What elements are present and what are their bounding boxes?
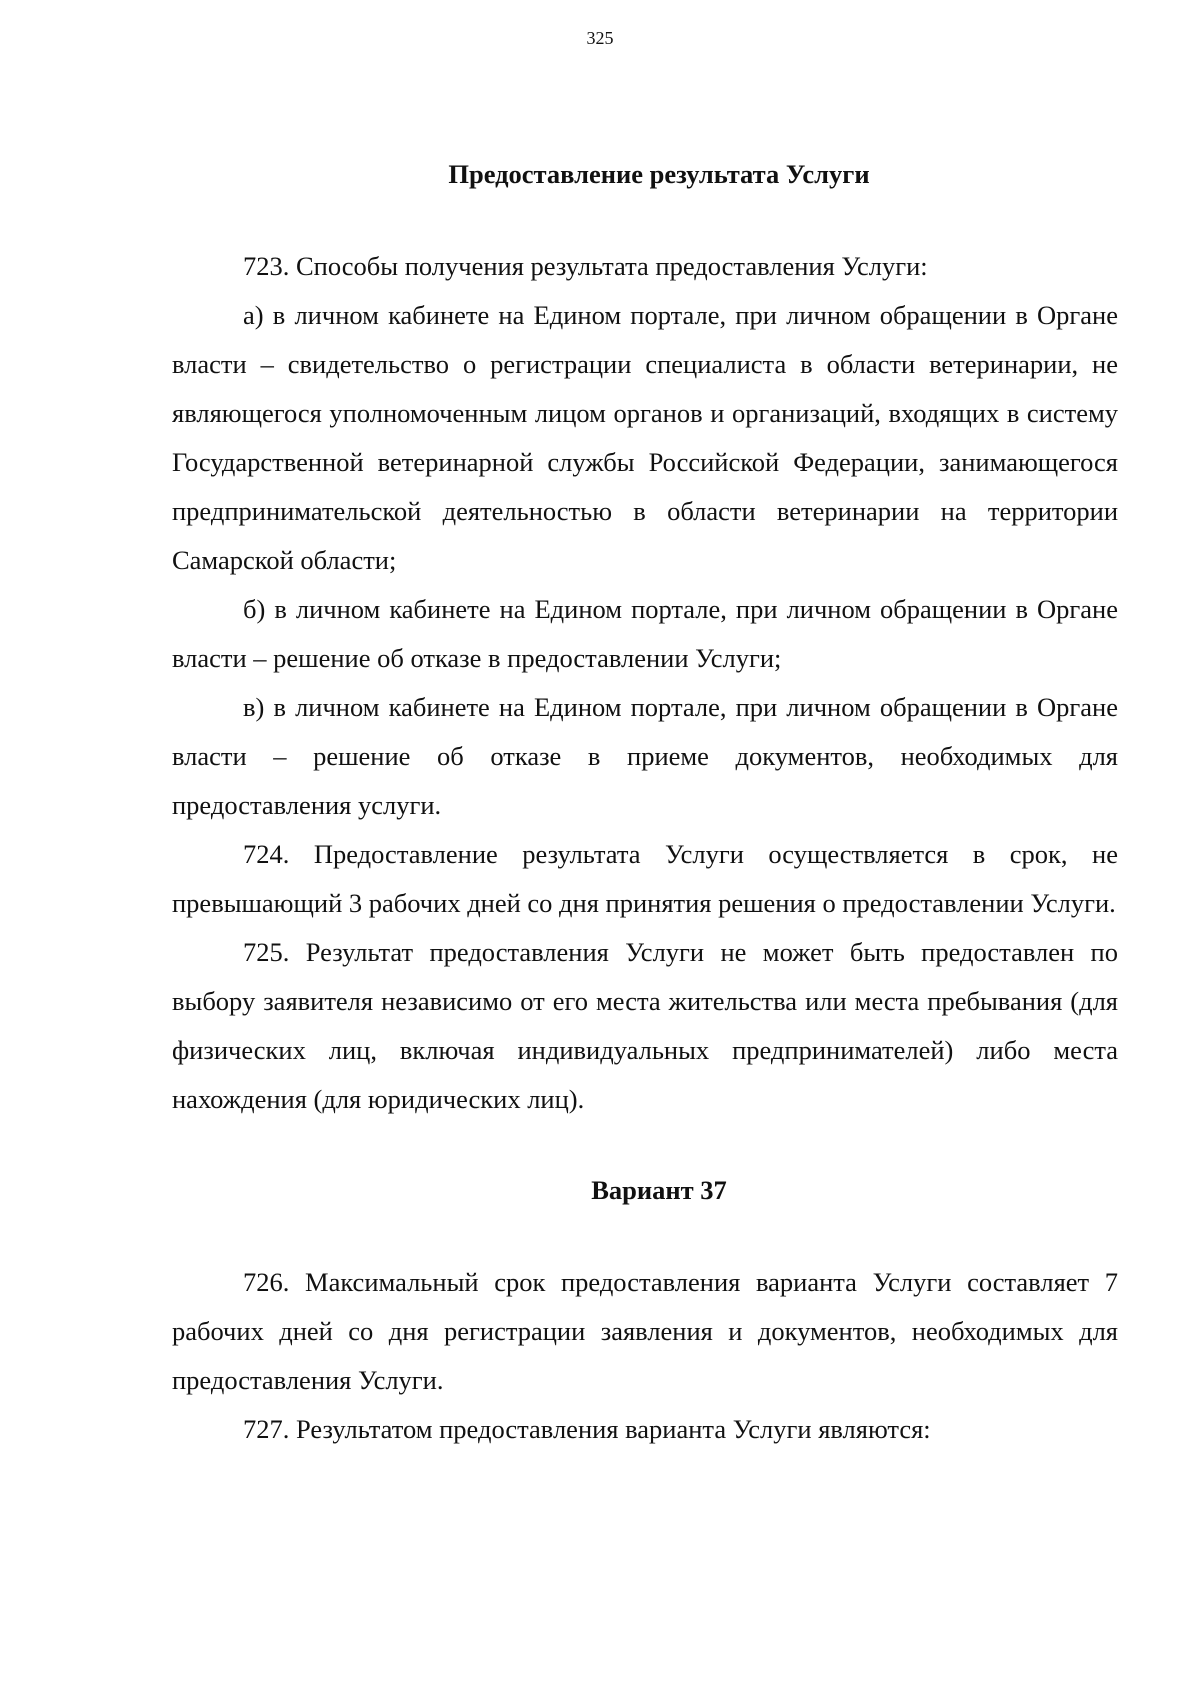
paragraph-726: 726. Максимальный срок предоставления варианта Услуги составляет 7 рабочих дней со дня регистрации заявления и документов, необходимых для предоставления Услуги. [172,1267,1118,1395]
page-number: 325 [586,28,614,48]
paragraph-723-a: а) в личном кабинете на Едином портале, при личном обращении в Органе власти – свидетельство о регистрации специалиста в области ветеринарии, не являющегося уполномоченным лицом органов и организаций, входящих в систему Государственной ветеринарной службы Российской Федерации, занимающегося предпринимательской деятельностью в области ветеринарии на территории Самарской области; [172,300,1118,575]
paragraph-727: 727. Результатом предоставления варианта Услуги являются: [243,1414,931,1444]
section-heading-result: Предоставление результата Услуги [448,159,870,189]
paragraph-725: 725. Результат предоставления Услуги не может быть предоставлен по выбору заявителя независимо от его места жительства или места пребывания (для физических лиц, включая индивидуальных предпринимателей) либо места нахождения (для юридических лиц). [172,937,1118,1114]
paragraph-724: 724. Предоставление результата Услуги осуществляется в срок, не превышающий 3 рабочих дней со дня принятия решения о предоставлении Услуги. [172,839,1118,918]
paragraph-723-v: в) в личном кабинете на Едином портале, при личном обращении в Органе власти – решение об отказе в приеме документов, необходимых для предоставления услуги. [172,692,1118,820]
paragraph-723: 723. Способы получения результата предоставления Услуги: [243,251,928,281]
paragraph-723-b: б) в личном кабинете на Едином портале, при личном обращении в Органе власти – решение об отказе в предоставлении Услуги; [172,594,1118,673]
section-heading-variant: Вариант 37 [591,1175,727,1205]
document-body [172,150,1118,1454]
